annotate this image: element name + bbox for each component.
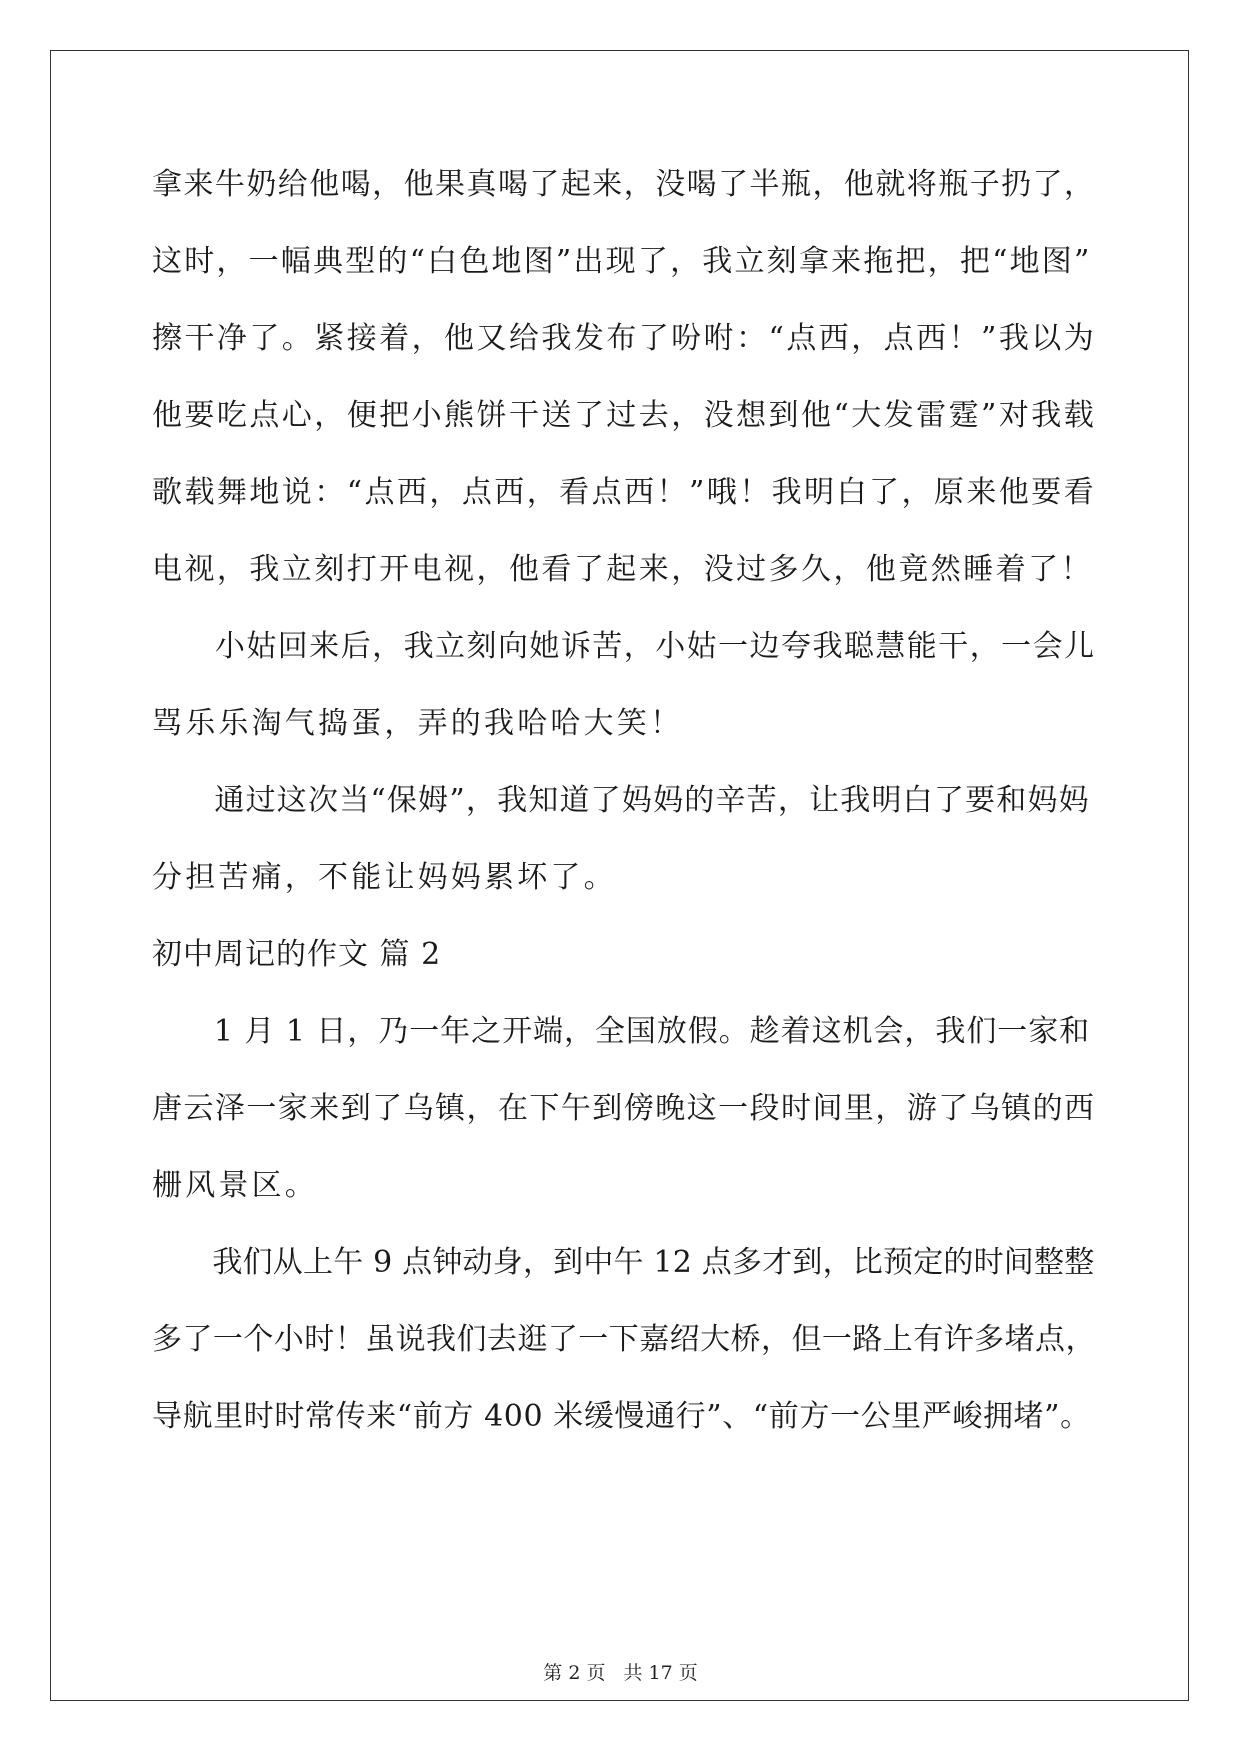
text-line: 唐云泽一家来到了乌镇，在下午到傍晚这一段时间里，游了乌镇的西 [152,1091,1096,1126]
document-body [152,167,1097,1479]
text-line: 拿来牛奶给他喝，他果真喝了起来，没喝了半瓶，他就将瓶子扔了， [152,167,1096,202]
text-line: 多了一个小时！虽说我们去逛了一下嘉绍大桥，但一路上有许多堵点， [152,1322,1096,1357]
text-line: 歌载舞地说：“点西，点西，看点西！”哦！我明白了，原来他要看 [152,475,1097,510]
text-line: 骂乐乐淘气捣蛋，弄的我哈哈大笑！ [152,706,684,741]
page-number: 第 2 页 [543,1662,606,1684]
text-line: 通过这次当“保姆”，我知道了妈妈的辛苦，让我明白了要和妈妈 [152,783,1090,818]
text-line: 1 月 1 日，乃一年之开端，全国放假。趁着这机会，我们一家和 [152,1014,1091,1049]
section-heading: 初中周记的作文 篇 2 [152,937,442,972]
total-pages: 共 17 页 [623,1662,698,1684]
page-footer [0,1664,1241,1683]
text-line: 导航里时时常传来“前方 400 米缓慢通行”、“前方一公里严峻拥堵”。 [152,1399,1091,1434]
text-line: 他要吃点心，便把小熊饼干送了过去，没想到他“大发雷霆”对我载 [152,398,1097,433]
text-line: 栅风景区。 [152,1168,318,1203]
text-line: 我们从上午 9 点钟动身，到中午 12 点多才到，比预定的时间整整 [152,1245,1095,1280]
text-line: 这时，一幅典型的“白色地图”出现了，我立刻拿来拖把，把“地图” [152,244,1092,279]
text-line: 电视，我立刻打开电视，他看了起来，没过多久，他竟然睡着了！ [152,552,1094,587]
text-line: 擦干净了。紧接着，他又给我发布了吩咐：“点西，点西！”我以为 [152,321,1097,356]
text-line: 分担苦痛，不能让妈妈累坏了。 [152,860,617,895]
text-line: 小姑回来后，我立刻向她诉苦，小姑一边夸我聪慧能干，一会儿 [152,629,1096,664]
